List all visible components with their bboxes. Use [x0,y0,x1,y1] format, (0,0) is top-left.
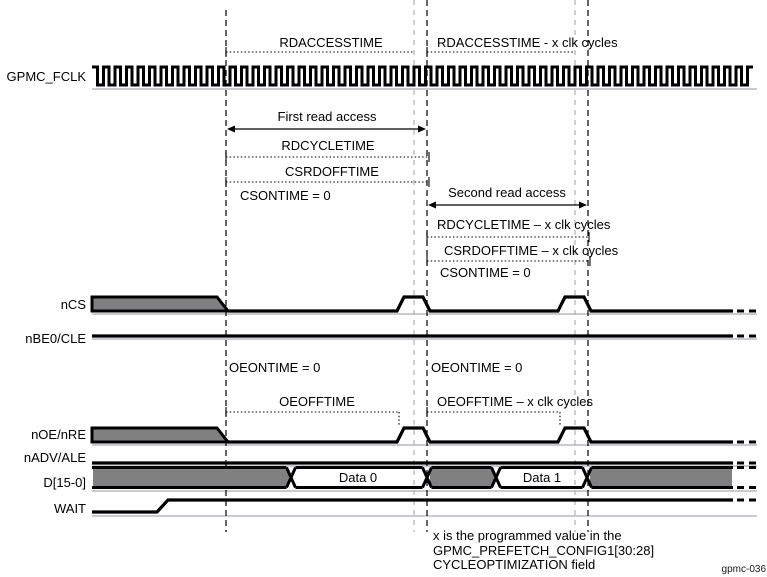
data-bus-waveform [92,468,757,488]
noe-waveform [92,428,757,442]
ncs-initial-high-region [92,297,228,311]
csrdofftime-label: CSRDOFFTIME [285,164,379,179]
rdaccesstime-label: RDACCESSTIME [279,35,383,50]
footnote-line-3: CYCLEOPTIMIZATION field [433,557,596,572]
timing-annotations [229,35,619,409]
wait-label: WAIT [53,501,86,516]
ncs-waveform [92,297,757,311]
oeontime-2-label: OEONTIME = 0 [431,360,523,375]
oeofftime-x-label: OEOFFTIME – x clk cycles [437,394,594,409]
bus-invalid-region-3 [590,469,732,486]
csontime-2-label: CSONTIME = 0 [440,265,531,280]
footnote-line-1: x is the programmed value in the [433,528,622,543]
data-bus-label: D[15-0] [43,475,86,490]
ncs-label: nCS [60,297,86,312]
noe-signal-path [228,428,733,442]
second-read-access-label: Second read access [448,185,566,200]
first-read-access-label: First read access [277,109,377,124]
noe-label: nOE/nRE [31,427,86,442]
oeofftime-label: OEOFFTIME [279,394,355,409]
first-read-arrowhead-left [227,126,235,133]
bus-data1-label: Data 1 [522,470,562,485]
wait-waveform [92,500,757,512]
csontime-1-label: CSONTIME = 0 [240,188,331,203]
noe-initial-high-region [92,428,228,442]
footnote [433,528,654,572]
ncs-signal-path [228,297,733,311]
figure-id-label: gpmc-036 [721,564,766,575]
rdcycletime-x-label: RDCYCLETIME – x clk cycles [437,217,611,232]
gpmc-fclk-label: GPMC_FCLK [6,69,86,84]
footnote-line-2: GPMC_PREFETCH_CONFIG1[30:28] [433,543,655,558]
second-read-arrowhead-left [428,202,436,209]
nadv-label: nADV/ALE [23,450,86,465]
bus-invalid-region-2 [430,469,494,486]
nbe0-label: nBE0/CLE [25,331,86,346]
second-read-arrowhead-right [579,202,587,209]
rdaccesstime-x-label: RDACCESSTIME - x clk cycles [437,35,618,50]
first-read-arrowhead-right [418,126,426,133]
csrdofftime-x-label: CSRDOFFTIME – x clk cycles [444,243,619,258]
signal-labels [7,69,87,516]
bus-data0-label: Data 0 [338,470,378,485]
bus-invalid-region-1 [93,469,289,486]
wait-signal-path [92,500,733,512]
rdcycletime-label: RDCYCLETIME [281,138,375,153]
oeontime-1-label: OEONTIME = 0 [229,360,321,375]
gpmc-fclk-waveform [92,67,753,85]
